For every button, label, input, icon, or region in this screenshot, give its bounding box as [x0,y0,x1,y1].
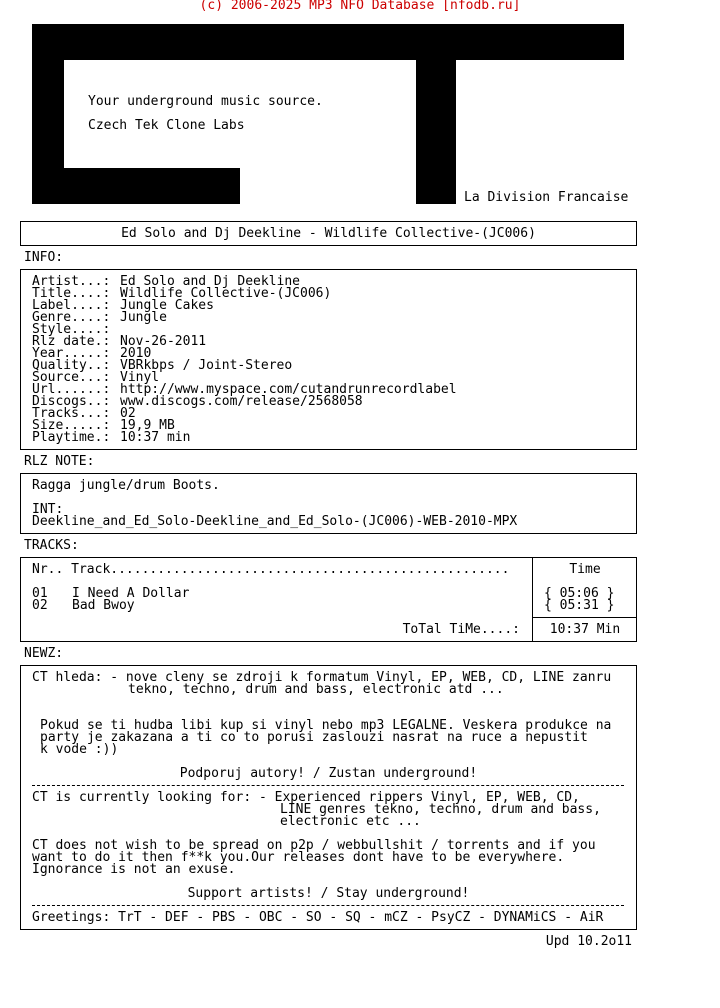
rlz-note-text: Ragga jungle/drum Boots. [32,478,220,493]
affiliate-name: La Division Francaise [464,190,629,205]
slogan: Your underground music source. [88,94,323,109]
info-value: 19,9 MB [120,418,175,433]
tracks-time-header: Time [569,562,601,577]
divider [32,905,624,906]
newz-line: CT hleda: - nove cleny se zdroji k formatum Vinyl, EP, WEB, CD, LINE zanru [32,670,612,685]
info-label: Title....: [32,286,111,301]
newz-line: LINE genres tekno, techno, drum and bass, [280,802,601,817]
tracks-heading: TRACKS: [24,538,79,553]
rlz-note-heading: RLZ NOTE: [24,454,95,469]
info-label: Source...: [32,370,111,385]
info-value: VBRkbps / Joint-Stereo [120,358,293,373]
track-nr: 01 [32,586,48,601]
newz-line: Pokud se ti hudba libi kup si vinyl nebo mp3 LEGALNE. Veskera produkce na [40,718,612,733]
track-title: I Need A Dollar [72,586,190,601]
info-value: 02 [120,406,136,421]
newz-heading: NEWZ: [24,646,64,661]
copyright-line: (c) 2006-2025 MP3 NFO Database [nfodb.ru] [199,0,521,13]
info-label: Artist...: [32,274,111,289]
info-label: Quality..: [32,358,111,373]
info-label: Playtime.: [32,430,111,445]
track-time: { 05:06 } [544,586,615,601]
info-url-link[interactable]: http://www.myspace.com/cutandrunrecordlabel [120,382,457,397]
int-value: Deekline_and_Ed_Solo-Deekline_and_Ed_Solo-(JC006)-WEB-2010-MPX [32,514,518,529]
newz-line: tekno, techno, drum and bass, electronic atd ... [128,682,504,697]
tracks-divider-h [532,617,637,618]
info-discogs-link[interactable]: www.discogs.com/release/2568058 [120,394,363,409]
track-time: { 05:31 } [544,598,615,613]
info-label: Rlz date.: [32,334,111,349]
info-label: Tracks...: [32,406,111,421]
info-label: Discogs..: [32,394,111,409]
info-heading: INFO: [24,250,64,265]
info-value: Jungle [120,310,167,325]
info-value: Wildlife Collective-(JC006) [120,286,332,301]
info-value: Ed Solo and Dj Deekline [120,274,301,289]
newz-line: CT is currently looking for: - Experienced rippers Vinyl, EP, WEB, CD, [32,790,580,805]
group-name: Czech Tek Clone Labs [88,118,245,133]
info-value: 2010 [120,346,152,361]
newz-line: party je zakazana a ti co to porusi zaslouzi nasrat na ruce a nepustit [40,730,588,745]
info-label: Label....: [32,298,111,313]
newz-line: want to do it then f**k you.Our releases dont have to be everywhere. [32,850,565,865]
info-label: Genre....: [32,310,111,325]
newz-line: CT does not wish to be spread on p2p / webbullshit / torrents and if you [32,838,596,853]
support-cz: Podporuj autory! / Zustan underground! [179,766,478,781]
info-value: Nov-26-2011 [120,334,207,349]
int-label: INT: [32,502,64,517]
release-title: Ed Solo and Dj Deekline - Wildlife Collective-(JC006) [121,226,536,241]
total-time-label: ToTal TiMe....: [402,622,520,637]
info-label: Year.....: [32,346,111,361]
updated-date: Upd 10.2o11 [545,934,632,949]
newz-line: Ignorance is not an exuse. [32,862,236,877]
tracks-header: Nr.. Track................................................... [32,562,510,577]
newz-line: electronic etc ... [280,814,421,829]
info-label: Style....: [32,322,111,337]
greetings: Greetings: TrT - DEF - PBS - OBC - SO - SQ - mCZ - PsyCZ - DYNAMiCS - AiR [32,910,604,925]
info-value: Jungle Cakes [120,298,214,313]
total-time-value: 10:37 Min [549,622,621,637]
divider [32,785,624,786]
info-label: Size.....: [32,418,111,433]
newz-line: k vode :)) [40,742,119,757]
info-value: 10:37 min [120,430,191,445]
info-value: Vinyl [120,370,160,385]
support-en: Support artists! / Stay underground! [187,886,470,901]
track-nr: 02 [32,598,48,613]
info-label: Url......: [32,382,111,397]
track-title: Bad Bwoy [72,598,135,613]
